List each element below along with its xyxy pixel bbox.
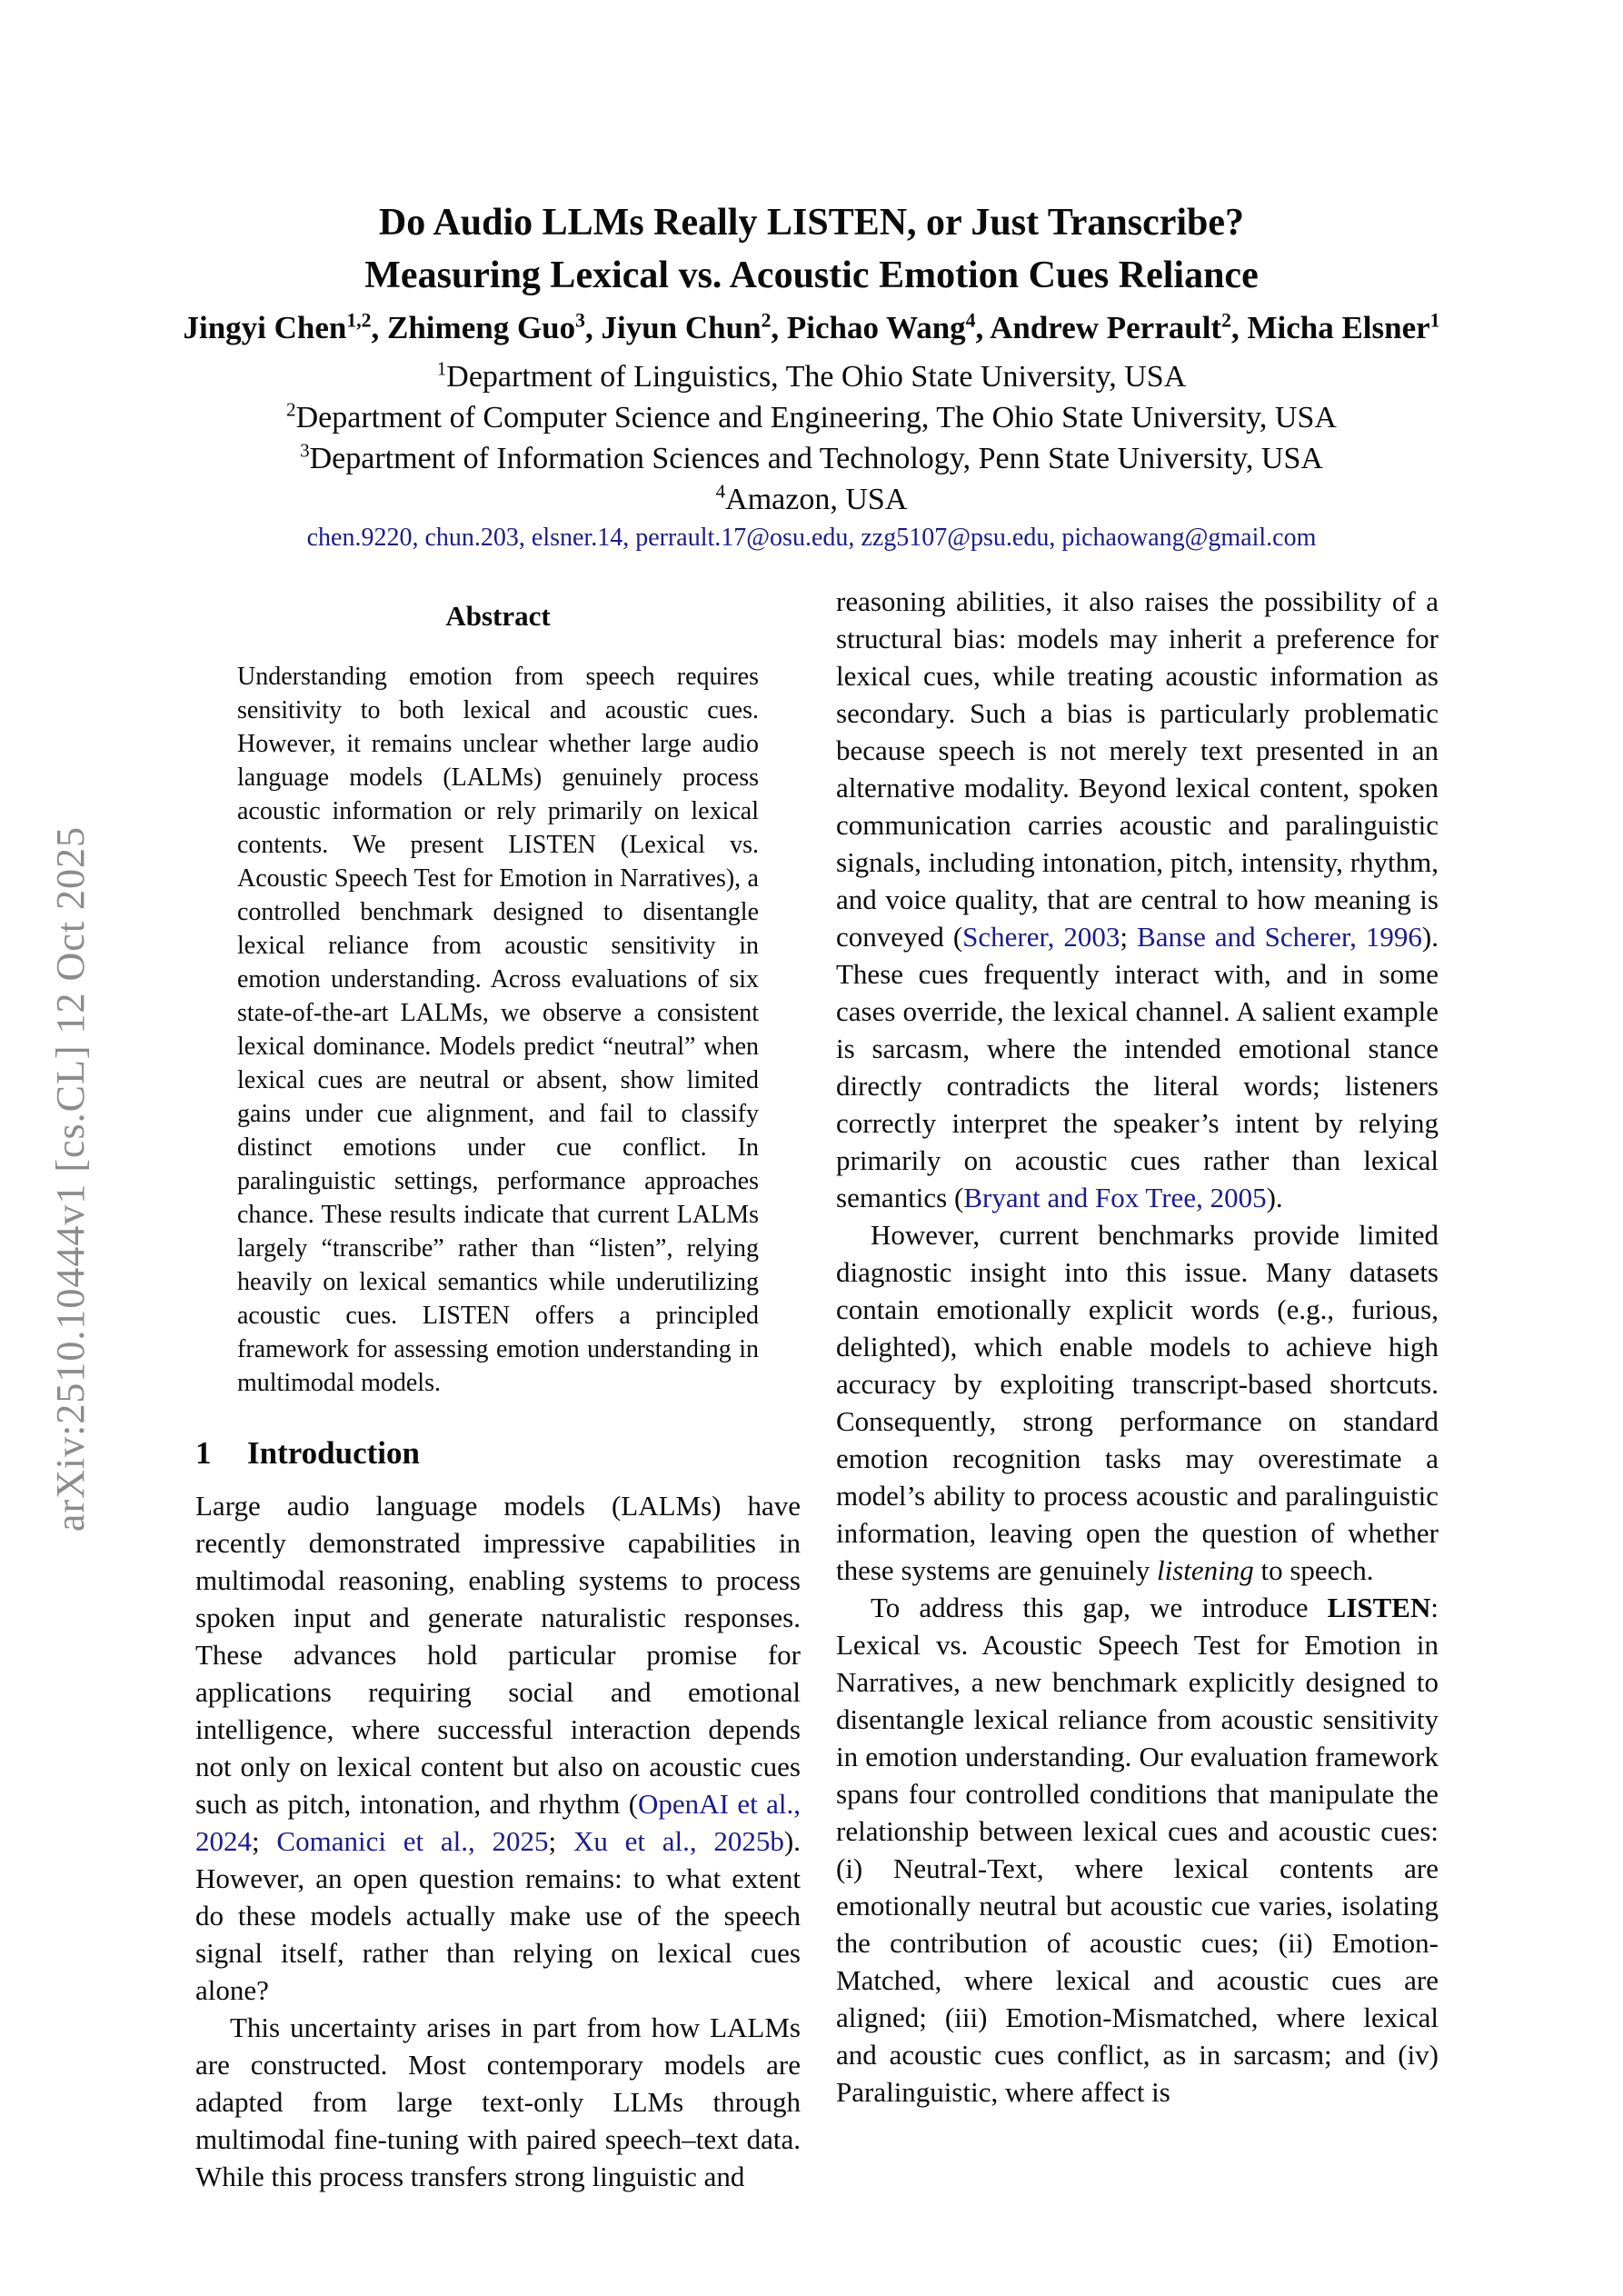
link[interactable]: Banse and Scherer, 1996 [1137, 921, 1422, 953]
left-column [195, 589, 801, 2195]
text-segment: Department of Linguistics, The Ohio State University, USA [446, 360, 1187, 394]
arxiv-watermark: arXiv:2510.10444v1 [cs.CL] 12 Oct 2025 [48, 825, 93, 1532]
paragraph [836, 1216, 1439, 1589]
text-segment: : Lexical vs. Acoustic Speech Test for Emotion in Narratives, a new benchmark explicitly designed to disentangle lexical reliance from acoustic sensitivity in emotion understanding. Our evaluation framework spans four controlled conditions that manipulate the relationship between lexical cues and acoustic cues: (i) Neutral-Text, where lexical contents are emotionally neutral but acoustic cue varies, isolating the contribution of acoustic cues; (ii) Emotion-Matched, where lexical and acoustic cues are aligned; (iii) Emotion-Mismatched, where lexical and acoustic cues conflict, as in sarcasm; and (iv) Paralinguistic, where affect is [836, 1592, 1439, 2108]
text-segment: listening [1156, 1554, 1254, 1586]
text-segment: @osu.edu, [746, 524, 861, 552]
right-column-paragraphs [836, 583, 1439, 2111]
text-segment: to speech. [1253, 1554, 1374, 1586]
text-segment: reasoning abilities, it also raises the possibility of a structural bias: models may inherit a preference for lexical cues, while treating acoustic information as secondary. Such a bias is particularly problematic because speech is not merely text presented in an alternative modality. Beyond lexical content, spoken communication carries acoustic and paralinguistic signals, including intonation, pitch, intensity, rhythm, and voice quality, that are central to how meaning is conveyed ( [836, 585, 1439, 953]
text-segment: Large audio language models (LALMs) have recently demonstrated impressive capabilities in multimodal reasoning, enabling systems to process spoken input and generate naturalistic responses. These advances hold particular promise for applications requiring social and emotional intelligence, where successful interaction depends not only on lexical content but also on acoustic cues such as pitch, intonation, and rhythm ( [195, 1490, 801, 1820]
paragraph [836, 583, 1439, 1216]
text-segment: , Jiyun Chun [584, 310, 762, 345]
paper-title-line2: Measuring Lexical vs. Acoustic Emotion Cues Reliance [364, 255, 1259, 296]
affiliations [0, 356, 1623, 520]
text-segment: ; [252, 1825, 277, 1857]
text-segment: ). These cues frequently interact with, and in some cases override, the lexical channel. A salient example is sarcasm, where the intended emotional stance directly contradicts the literal words; listeners correctly interpret the speaker’s intent by relying primarily on acoustic cues rather than lexical semantics ( [836, 921, 1439, 1213]
abstract-heading: Abstract [445, 600, 551, 632]
text-segment: 1,2 [346, 309, 372, 332]
text-segment: , Pichao Wang [771, 310, 966, 345]
text-segment: 1 [1429, 309, 1440, 332]
section-heading-introduction [195, 1433, 801, 1474]
paper-title-line1: Do Audio LLMs Really LISTEN, or Just Transcribe? [378, 202, 1245, 244]
abstract-text: Understanding emotion from speech requires sensitivity to both lexical and acoustic cues. However, it remains unclear whether large audio language models (LALMs) genuinely process acoustic information or rely primarily on lexical contents. We present LISTEN (Lexical vs. Acoustic Speech Test for Emotion in Narratives), a controlled benchmark designed to disentangle lexical reliance from acoustic sensitivity in emotion understanding. Across evaluations of six state-of-the-art LALMs, we observe a consistent lexical dominance. Models predict “neutral” when lexical cues are neutral or absent, show limited gains under cue alignment, and fail to classify distinct emotions under cue conflict. In paralinguistic settings, performance approaches chance. These results indicate that current LALMs largely “transcribe” rather than “listen”, relying heavily on lexical semantics while underutilizing acoustic cues. LISTEN offers a principled framework for assessing emotion understanding in multimodal models. [237, 663, 759, 1397]
link[interactable]: Bryant and Fox Tree, 2005 [963, 1182, 1267, 1213]
link[interactable]: Xu et al., 2025b [573, 1825, 784, 1857]
left-column-paragraphs [195, 1487, 801, 2195]
text-segment: 3 [575, 309, 585, 332]
text-segment: Department of Computer Science and Engineering, The Ohio State University, USA [295, 401, 1337, 434]
text-segment: 1 [436, 357, 447, 380]
affiliation-line [0, 479, 1623, 520]
text-segment: However, current benchmarks provide limited diagnostic insight into this issue. Many datasets contain emotionally explicit words (e.g., furious, delighted), which enable models to achieve high accuracy by exploiting transcript-based shortcuts. Consequently, strong performance on standard emotion recognition tasks may overestimate a model’s ability to process acoustic and paralinguistic information, leaving open the question of whether these systems are genuinely [836, 1219, 1439, 1586]
link[interactable]: zzg5107@psu.edu, pichaowang@gmail.com [861, 524, 1317, 552]
text-segment: ). [1266, 1182, 1283, 1213]
section-number: 1 [195, 1435, 212, 1471]
text-segment: LISTEN [1327, 1592, 1431, 1623]
paper-title [0, 196, 1623, 302]
email-line [0, 524, 1623, 553]
affiliation-line [0, 397, 1623, 438]
text-segment: This uncertainty arises in part from how LALMs are constructed. Most contemporary models are adapted from large text-only LLMs through multimodal fine-tuning with paired speech–text data. While this process transfers strong linguistic and [195, 2011, 801, 2192]
link[interactable]: Scherer, 2003 [962, 921, 1120, 953]
text-segment: Amazon, USA [725, 483, 908, 516]
text-segment: ; [548, 1825, 573, 1857]
text-segment: Department of Information Sciences and Technology, Penn State University, USA [309, 442, 1323, 475]
paragraph [836, 1589, 1439, 2111]
text-segment: , Micha Elsner [1230, 310, 1430, 345]
link[interactable]: Comanici et al., 2025 [276, 1825, 549, 1857]
text-segment: ; [1120, 921, 1138, 953]
affiliation-line [0, 438, 1623, 479]
link[interactable]: chen.9220, chun.203, elsner.14, perrault.17 [306, 524, 747, 552]
text-segment: 4 [965, 309, 976, 332]
text-segment: ). However, an open question remains: to what extent do these models actually make use of the speech signal itself, rather than relying on lexical cues alone? [195, 1825, 801, 2006]
text-segment: Jingyi Chen [183, 310, 347, 345]
paragraph [195, 1487, 801, 2009]
section-title: Introduction [247, 1435, 420, 1471]
text-segment: To address this gap, we introduce [871, 1592, 1328, 1623]
right-column [836, 583, 1439, 2111]
text-segment: 2 [1221, 309, 1231, 332]
text-segment: 2 [761, 309, 772, 332]
text-segment: 4 [715, 480, 726, 503]
text-segment: 3 [300, 439, 310, 462]
link[interactable]: OpenAI et al., 2024 [195, 1788, 801, 1857]
text-segment: , Zhimeng Guo [371, 310, 576, 345]
paragraph [195, 2009, 801, 2195]
affiliation-line [0, 356, 1623, 397]
text-segment: 2 [286, 398, 296, 421]
text-segment: , Andrew Perrault [975, 310, 1222, 345]
authors-line [0, 307, 1623, 349]
